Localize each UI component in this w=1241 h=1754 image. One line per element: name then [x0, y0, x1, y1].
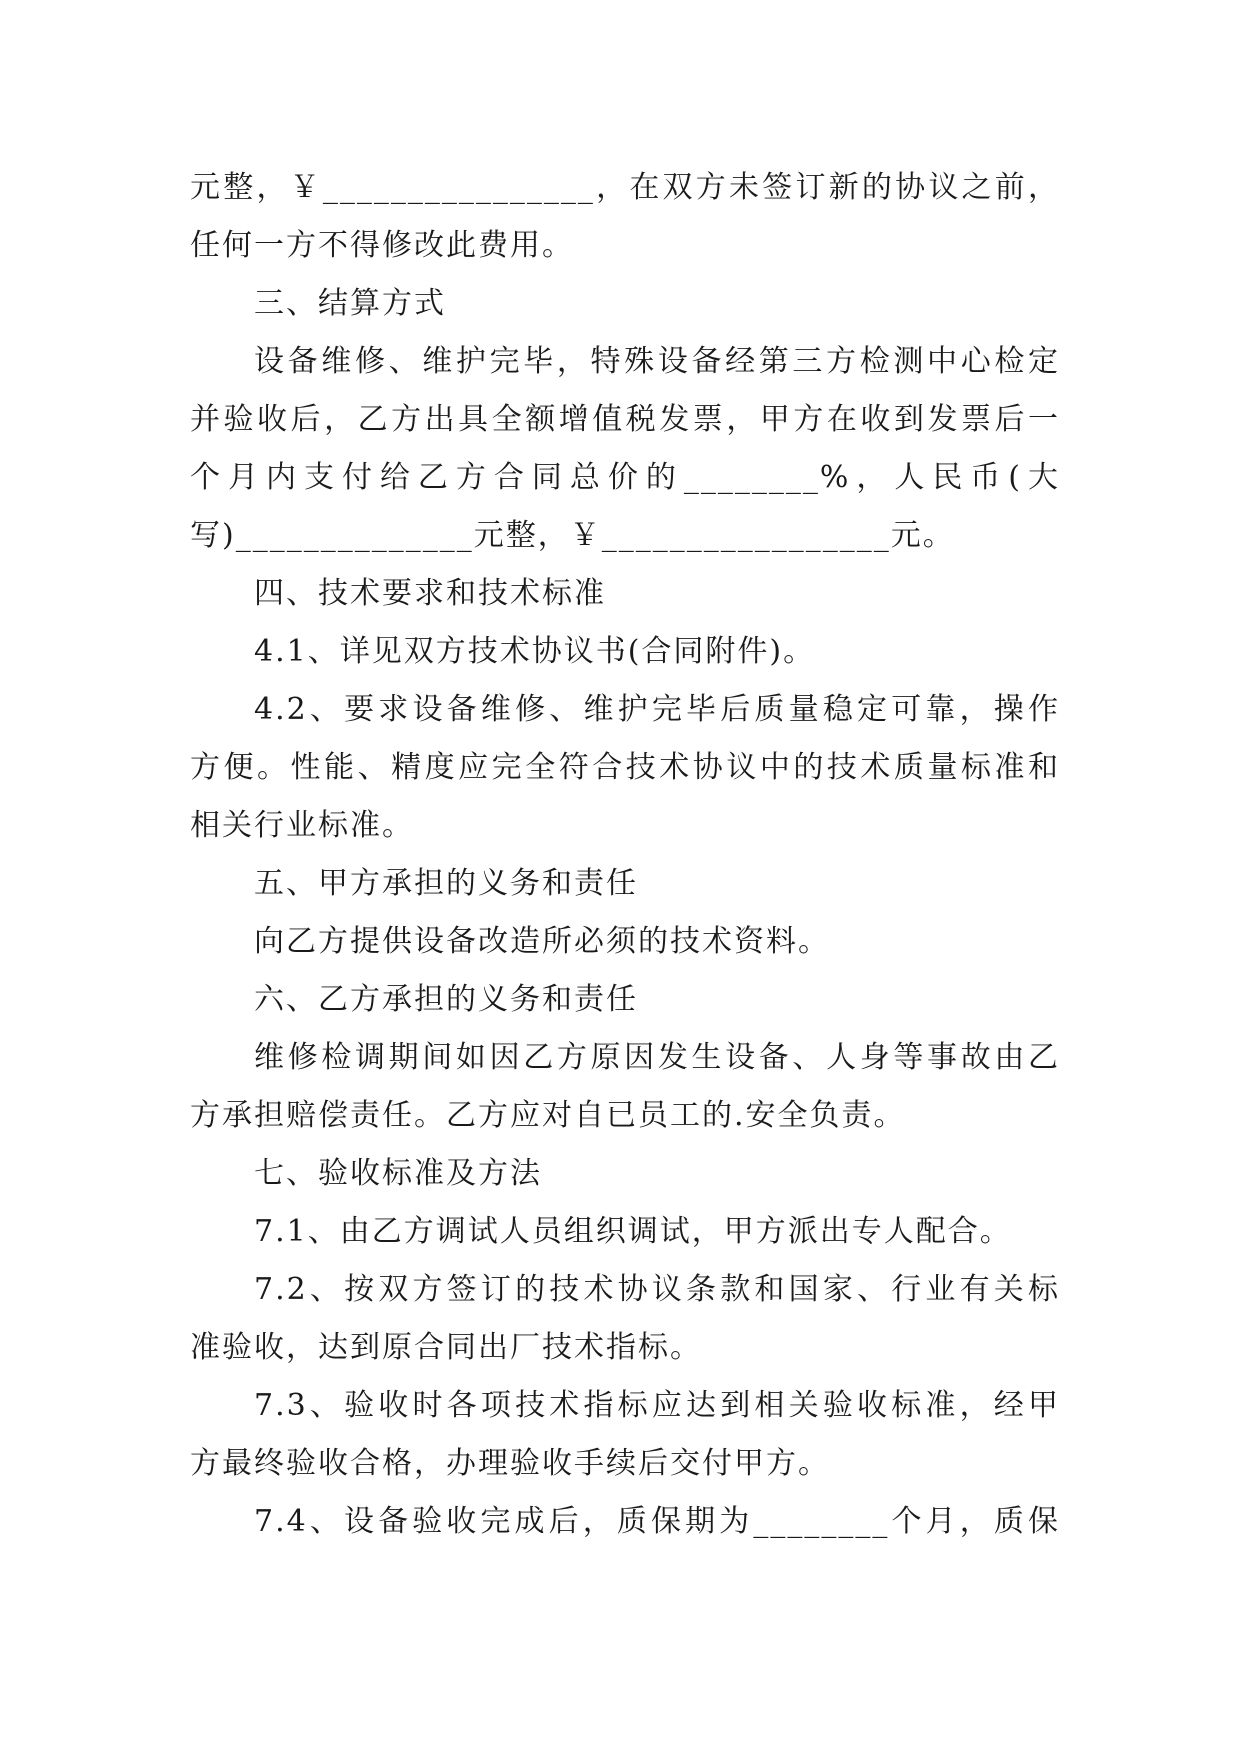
clause-7-4: 7.4、设备验收完成后，质保期为________个月，质保: [254, 1504, 1060, 1539]
text-line-16: 维修检调期间如因乙方原因发生设备、人身等事故由乙: [254, 1040, 1060, 1075]
clause-7-2: 7.2、按双方签订的技术协议条款和国家、行业有关标: [254, 1272, 1060, 1307]
clause-7-3: 7.3、验收时各项技术指标应达到相关验收标准，经甲: [254, 1388, 1060, 1423]
section-heading-7: 七、验收标准及方法: [254, 1156, 542, 1191]
text-line-2: 任何一方不得修改此费用。: [190, 228, 574, 263]
text-line-12: 相关行业标准。: [190, 808, 414, 843]
text-line-21: 准验收，达到原合同出厂技术指标。: [190, 1330, 702, 1365]
section-heading-6: 六、乙方承担的义务和责任: [254, 982, 638, 1017]
section-heading-4: 四、技术要求和技术标准: [254, 576, 606, 611]
section-heading-3: 三、结算方式: [254, 286, 446, 321]
text-line-23: 方最终验收合格，办理验收手续后交付甲方。: [190, 1446, 830, 1481]
text-line-17: 方承担赔偿责任。乙方应对自已员工的.安全负责。: [190, 1098, 906, 1133]
text-line-6: 个月内支付给乙方合同总价的________%，人民币(大: [190, 460, 1060, 495]
clause-4-2: 4.2、要求设备维修、维护完毕后质量稳定可靠，操作: [254, 692, 1060, 727]
text-line-7: 写)______________元整，￥_________________元。: [190, 518, 955, 553]
text-line-14: 向乙方提供设备改造所必须的技术资料。: [254, 924, 830, 959]
text-line-1: 元整，￥________________，在双方未签订新的协议之前，: [190, 170, 1060, 205]
section-heading-5: 五、甲方承担的义务和责任: [254, 866, 638, 901]
clause-7-1: 7.1、由乙方调试人员组织调试，甲方派出专人配合。: [254, 1214, 1012, 1249]
text-line-11: 方便。性能、精度应完全符合技术协议中的技术质量标准和: [190, 750, 1060, 785]
text-line-4: 设备维修、维护完毕，特殊设备经第三方检测中心检定: [254, 344, 1060, 379]
text-line-5: 并验收后，乙方出具全额增值税发票，甲方在收到发票后一: [190, 402, 1060, 437]
clause-4-1: 4.1、详见双方技术协议书(合同附件)。: [254, 634, 816, 669]
